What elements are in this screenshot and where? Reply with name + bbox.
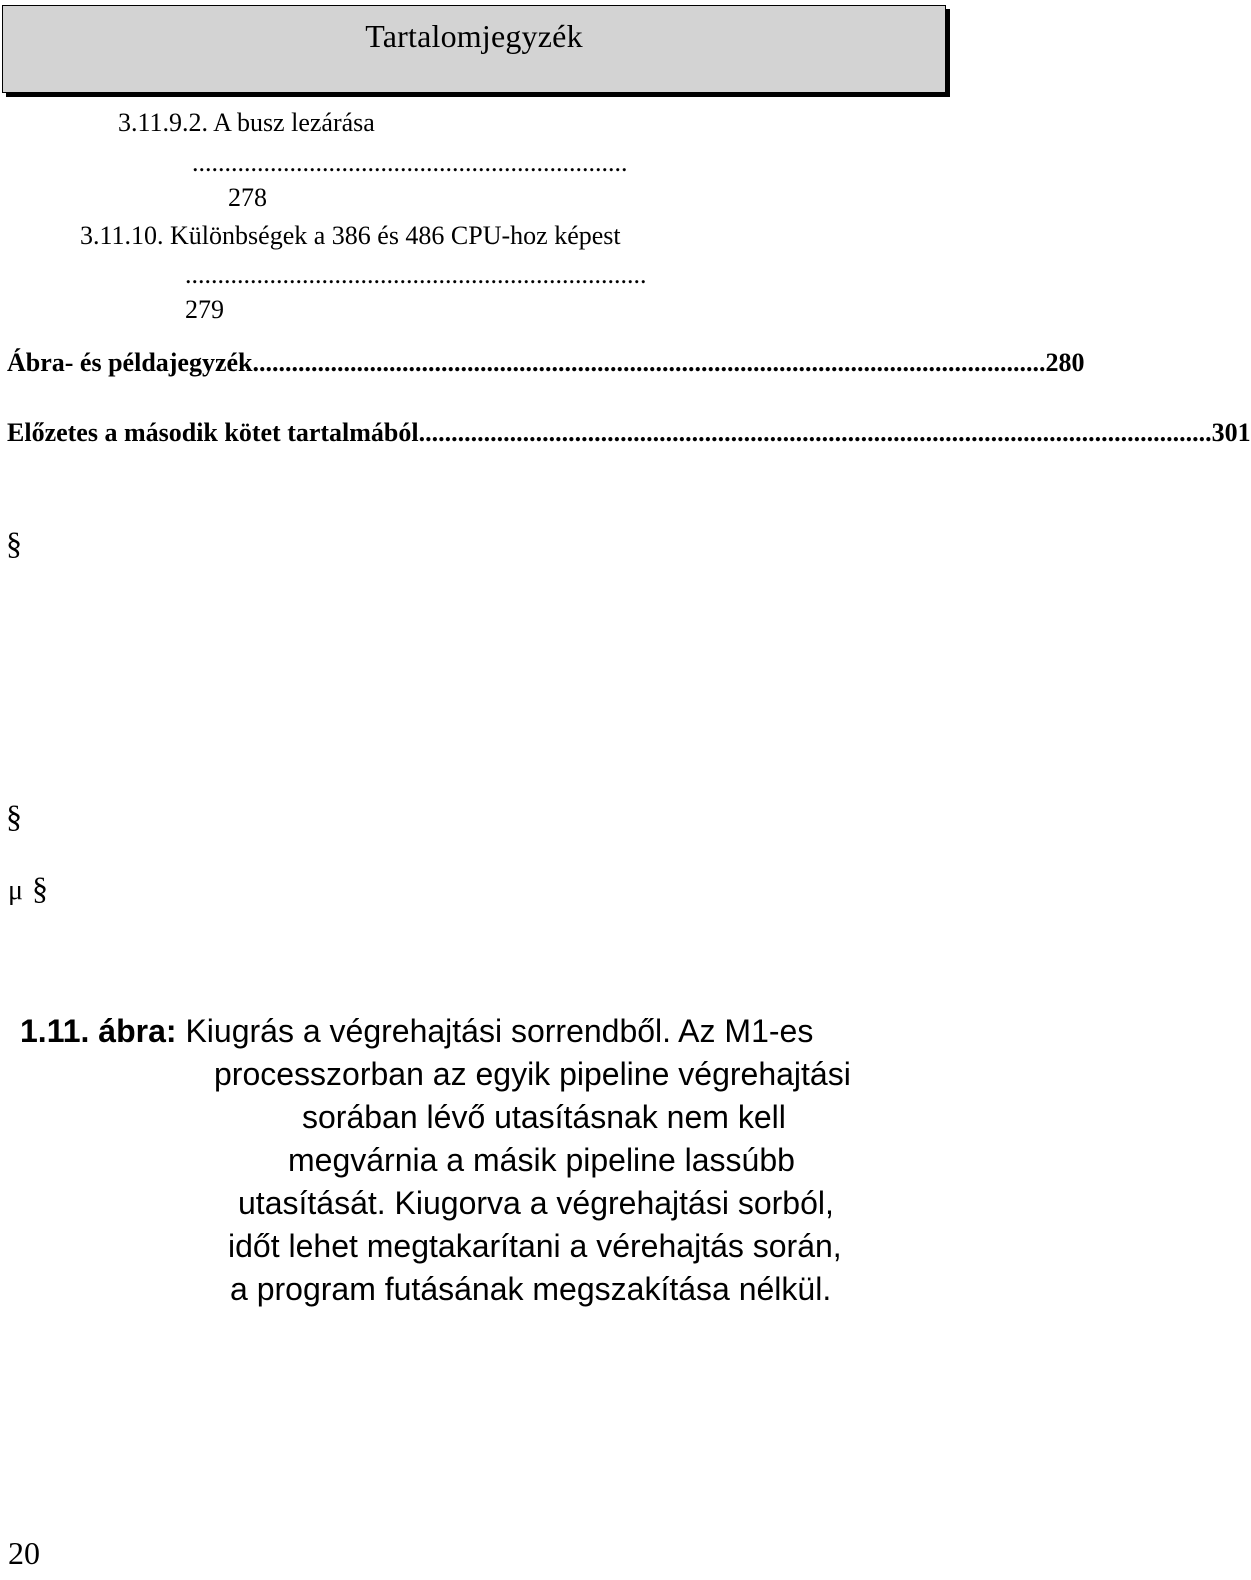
page-number: 20	[8, 1535, 40, 1571]
toc-entry-page: 280	[1045, 348, 1085, 377]
figure-number: 1.11. ábra:	[20, 1013, 177, 1049]
toc-entry-page: 279	[185, 295, 224, 324]
toc-entry-page: 278	[228, 183, 267, 212]
caption-text: utasítását. Kiugorva a végrehajtási sorból,	[238, 1185, 834, 1221]
header-banner	[2, 5, 946, 93]
section-sign-glyph: §	[32, 870, 48, 906]
caption-text: sorában lévő utasításnak nem kell	[302, 1099, 786, 1135]
toc-entry-label: Előzetes a második kötet tartalmából	[7, 418, 419, 447]
caption-text: processzorban az egyik pipeline végrehajtási	[214, 1056, 851, 1092]
page-title: Tartalomjegyzék	[365, 18, 583, 54]
toc-entry-leader: .......................................................................	[185, 260, 647, 289]
toc-entry-label: Ábra- és példajegyzék	[7, 348, 253, 377]
caption-text: időt lehet megtakarítani a vérehajtás során,	[228, 1228, 842, 1264]
section-sign-glyph: §	[6, 798, 22, 834]
toc-entry-label[interactable]: 3.11.10. Különbségek a 386 és 486 CPU-hoz képest	[80, 221, 621, 250]
caption-text: a program futásának megszakítása nélkül.	[230, 1271, 832, 1307]
caption-first-line	[20, 1010, 813, 1053]
toc-entry-figures[interactable]	[7, 348, 1085, 378]
mu-glyph: μ	[8, 875, 24, 906]
toc-entry-leader: ..........................................................................................................................	[252, 348, 1046, 377]
toc-entry-page: 301	[1211, 418, 1251, 447]
section-sign-glyph: §	[6, 525, 22, 561]
toc-entry-label[interactable]: 3.11.9.2. A busz lezárása	[118, 108, 375, 137]
caption-text: Kiugrás a végrehajtási sorrendből. Az M1-es	[185, 1013, 814, 1049]
caption-text: megvárnia a másik pipeline lassúbb	[288, 1142, 795, 1178]
toc-entry-preview[interactable]	[7, 418, 1251, 448]
toc-entry-leader: ..........................................................................................................................	[418, 418, 1212, 447]
toc-entry-leader: ...................................................................	[192, 148, 628, 177]
